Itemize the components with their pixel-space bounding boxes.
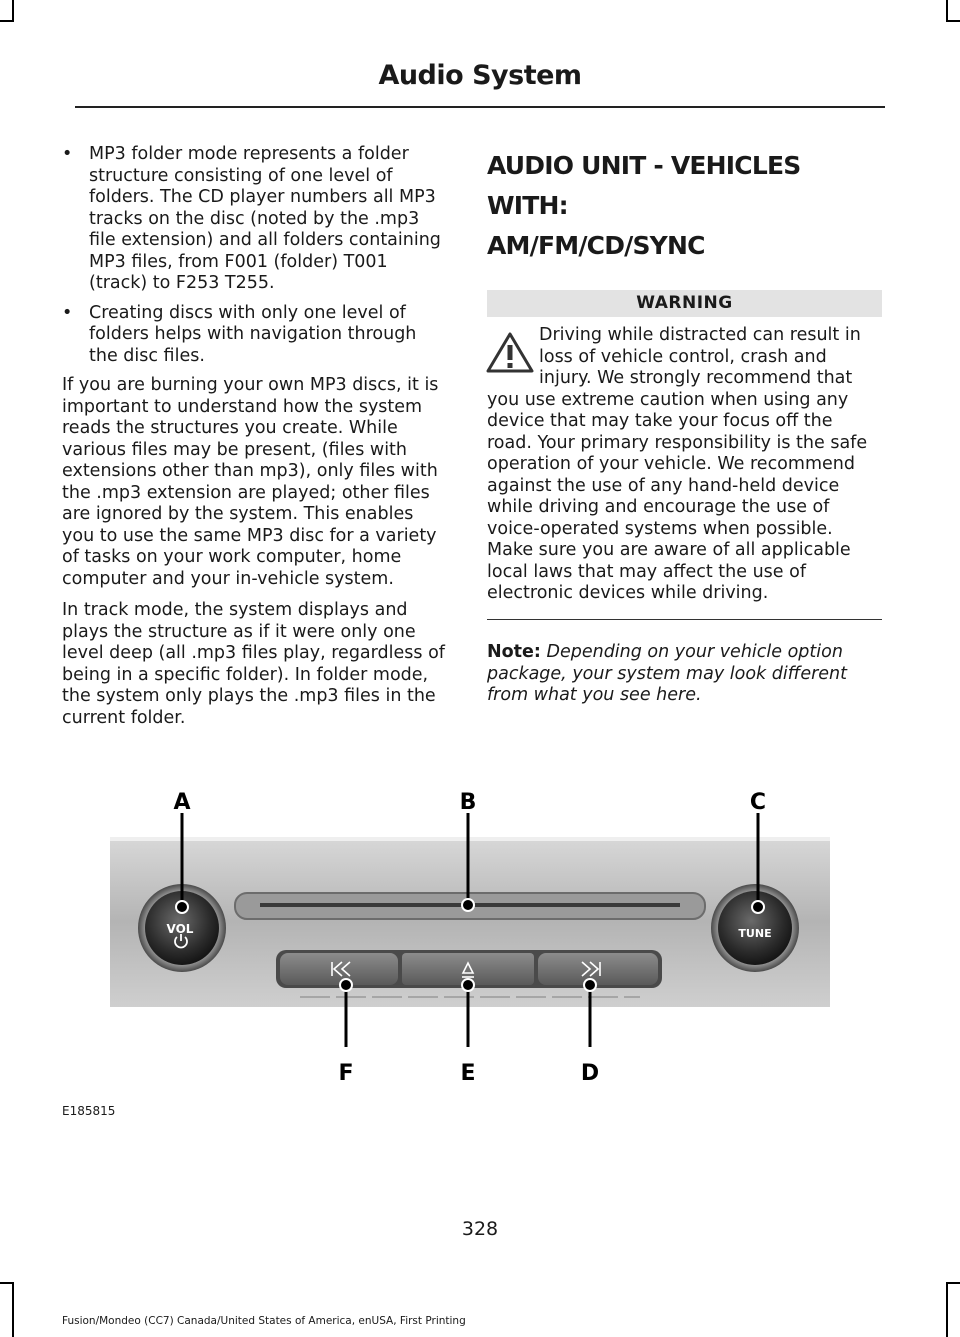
callout-c: C — [749, 790, 767, 815]
tune-knob[interactable] — [711, 884, 799, 972]
callout-a: A — [173, 790, 191, 815]
warning-line: Driving while distracted can result in — [539, 325, 861, 345]
section-title-line: AUDIO UNIT - VEHICLES WITH: — [487, 151, 801, 220]
bullet-text: Creating discs with only one level of folders helps with navigation through the disc files. — [89, 302, 417, 366]
vol-label: VOL — [166, 922, 194, 936]
header-rule — [75, 106, 885, 108]
note-text: Depending on your vehicle option package, your system may look different from what you see here. — [487, 642, 847, 705]
callout-b: B — [459, 790, 477, 815]
note-label: Note: — [487, 642, 541, 662]
audio-unit-figure — [110, 785, 830, 1095]
crop-mark — [0, 1282, 14, 1284]
crop-mark — [12, 1282, 14, 1337]
warning-heading: WARNING — [487, 290, 882, 317]
warning-line: loss of vehicle control, crash and — [539, 346, 827, 367]
crop-mark — [12, 0, 14, 20]
warning-line: you use extreme caution when using any device that may take your focus off the road. Your primary responsibility is the safe operation of your vehicle. We recommend against the use of any hand-held device while driving and encourage the use of voice-operated systems when possible. Make sure you are aware of all applicable local laws that may affect the use of electronic devices while driving. — [487, 389, 868, 603]
body-paragraph: In track mode, the system displays and plays the structure as if it were only one level deep (all .mp3 files play, regardless of being in a specific folder). In folder mode, the system only plays the .mp3 files in the current folder. — [62, 600, 445, 728]
publication-footer: Fusion/Mondeo (CC7) Canada/United States of America, enUSA, First Printing — [62, 1315, 466, 1327]
callout-f: F — [338, 1061, 354, 1086]
left-column — [62, 144, 450, 739]
warning-line: injury. We strongly recommend that — [539, 368, 853, 388]
warning-text — [487, 325, 882, 605]
figure-code: E185815 — [62, 1104, 116, 1118]
crop-mark — [946, 1282, 960, 1284]
crop-mark — [946, 0, 948, 20]
page-number: 328 — [461, 1218, 499, 1240]
crop-mark — [946, 1282, 948, 1337]
crop-mark — [946, 20, 960, 22]
warning-triangle-icon — [485, 331, 535, 375]
warning-rule — [487, 619, 882, 621]
callout-e: E — [460, 1061, 476, 1086]
bullet-marker: • — [62, 144, 73, 164]
bullet-text: MP3 folder mode represents a folder structure consisting of one level of folders. The CD player numbers all MP3 tracks on the disc (noted by the .mp3 file extension) and all folders containing MP3 files, from F001 (folder) T001 (track) to F253 T255. — [89, 144, 441, 293]
bullet-marker: • — [62, 302, 73, 323]
warning-block — [487, 325, 882, 605]
bullet-item — [62, 303, 450, 368]
crop-mark — [0, 20, 14, 22]
right-column — [487, 146, 882, 707]
seek-back-button[interactable] — [280, 953, 398, 985]
section-title — [487, 146, 882, 266]
callout-d: D — [580, 1061, 600, 1086]
note — [487, 642, 882, 707]
seek-forward-button[interactable] — [538, 953, 658, 985]
section-title-line: AM/FM/CD/SYNC — [487, 231, 705, 260]
bullet-item — [62, 144, 450, 295]
faceplate-top-edge — [110, 837, 830, 841]
body-paragraph: If you are burning your own MP3 discs, it is important to understand how the system reads the structures you create. While various files may be present, (files with extensions other than mp3), only files with the .mp3 extension are played; other files are ignored by the system. This enables you to use the same MP3 disc for a variety of tasks on your work computer, home computer and your in-vehicle system. — [62, 375, 439, 589]
page-header-title: Audio System — [378, 60, 582, 91]
tune-label: TUNE — [738, 927, 772, 940]
